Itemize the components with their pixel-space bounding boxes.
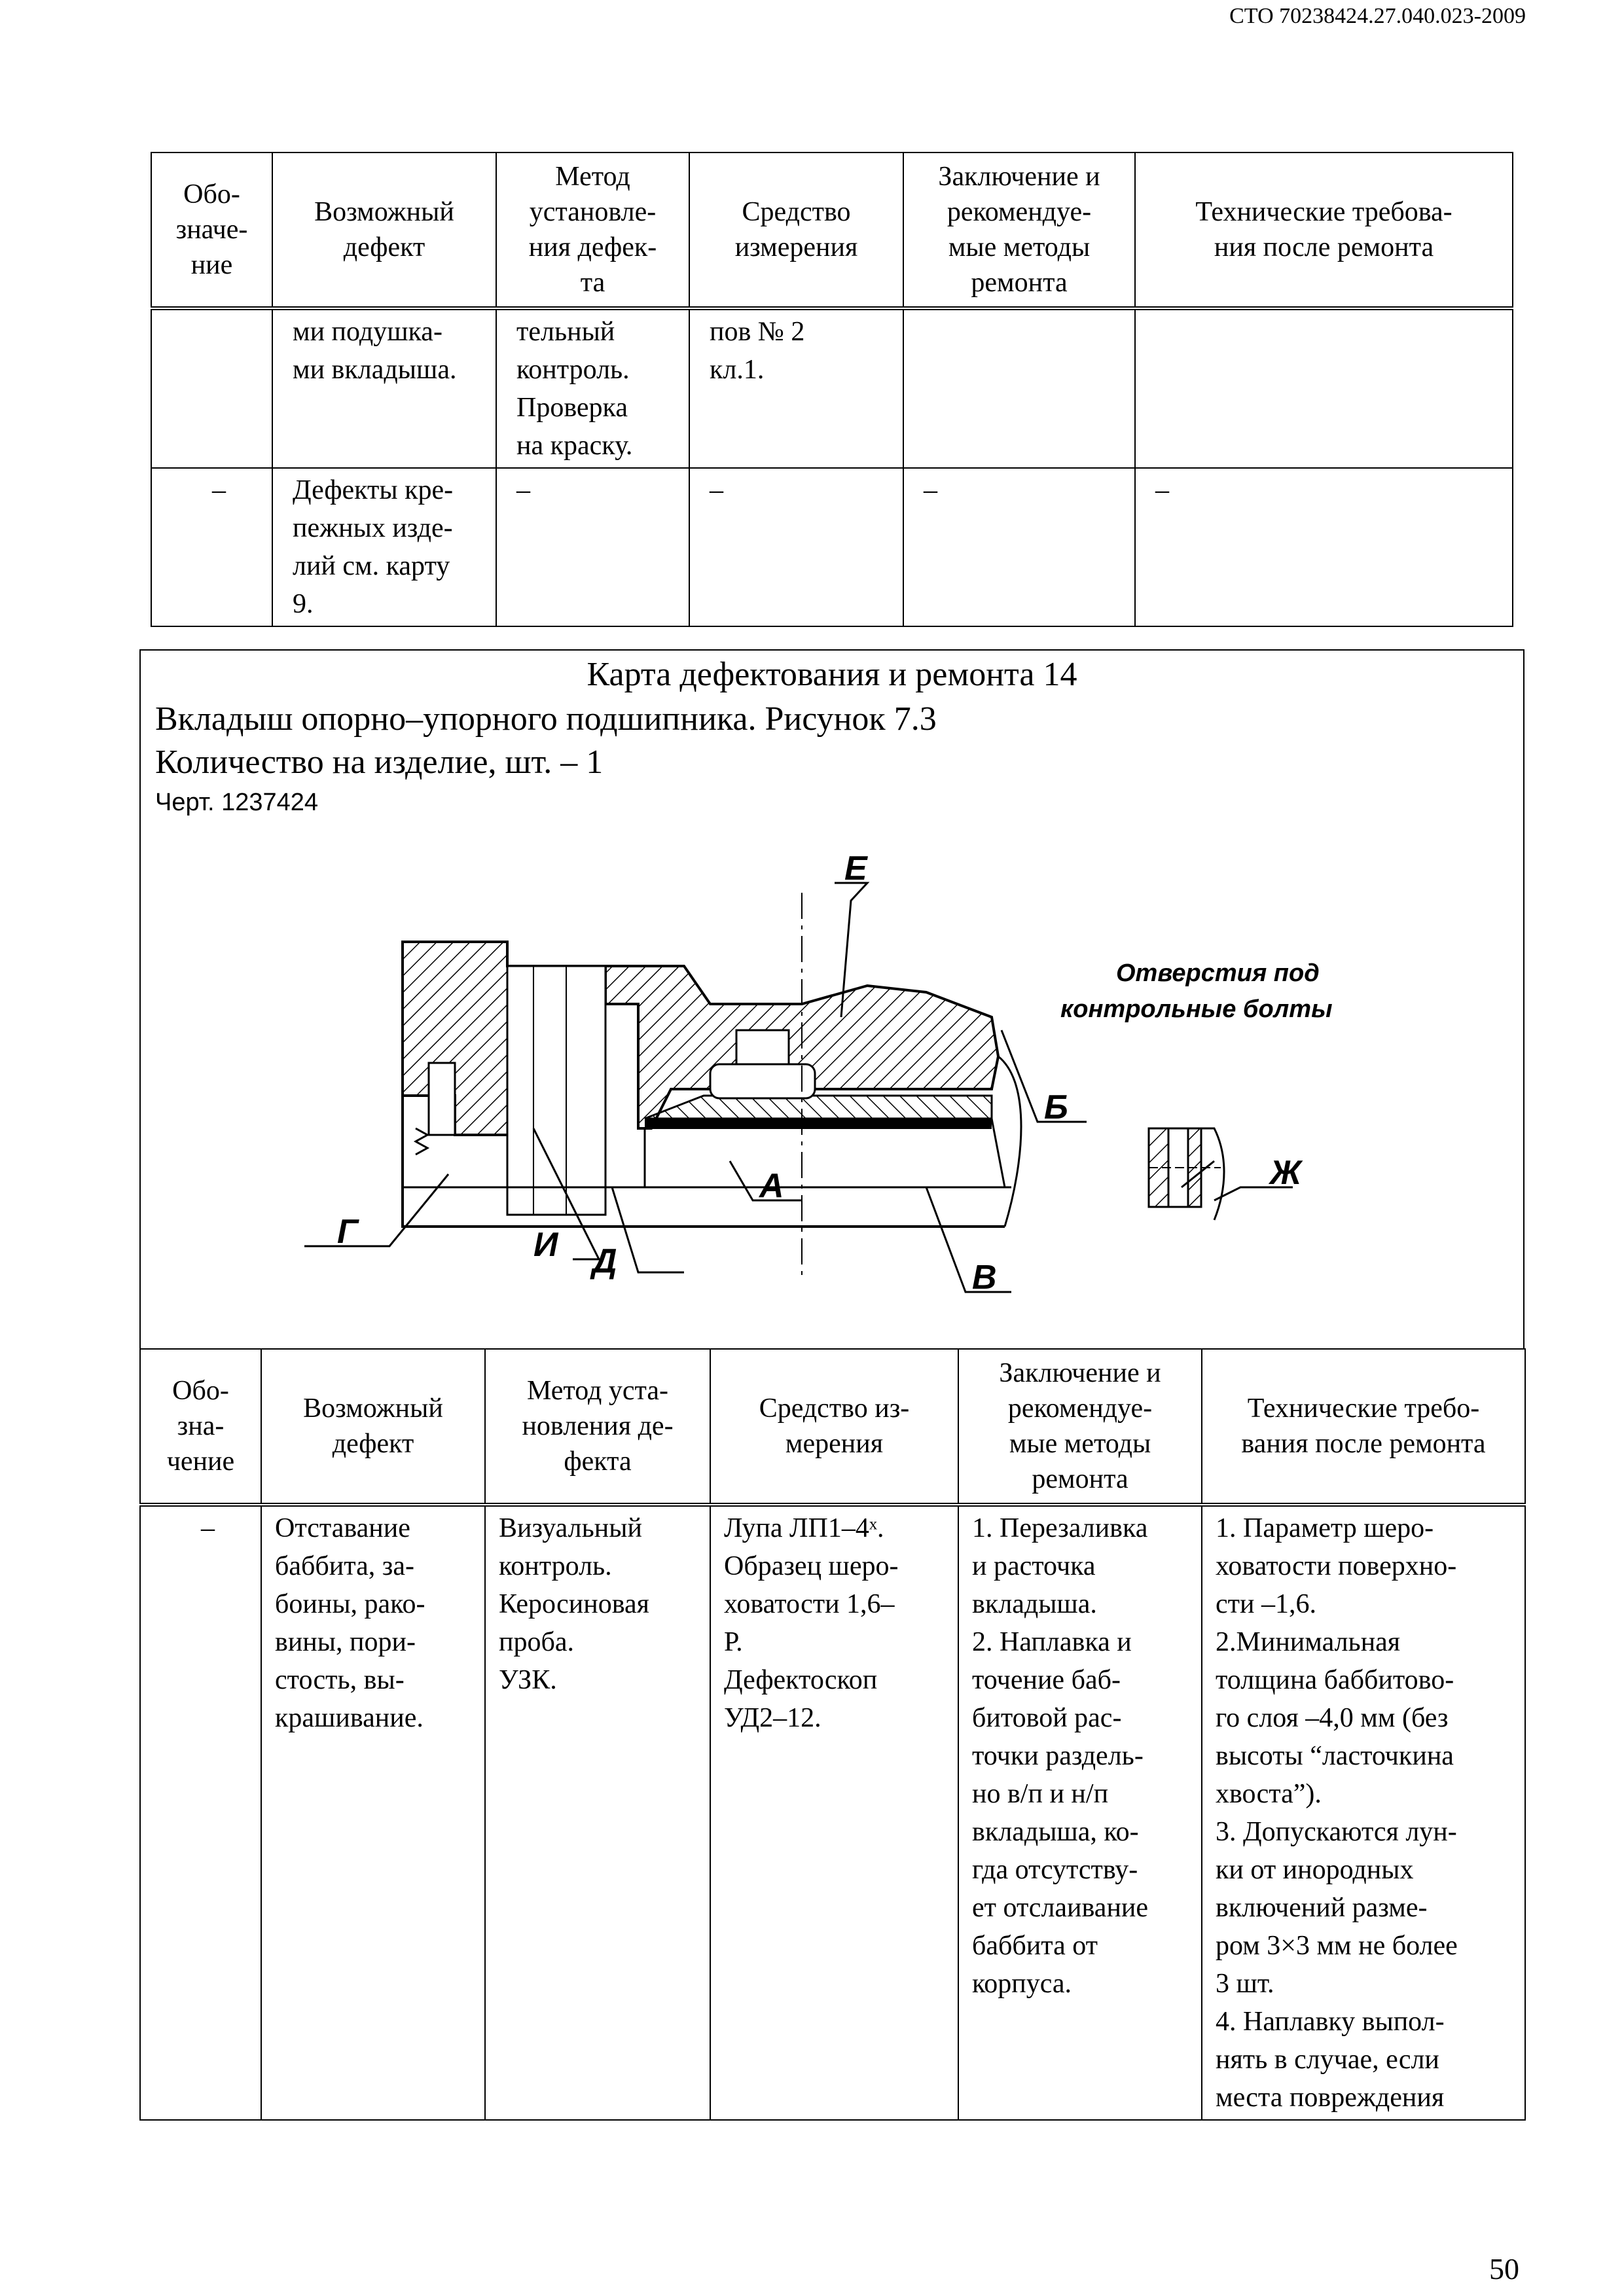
cell-line: и расточка [972,1551,1096,1581]
cell-line: 4. Наплавку выпол- [1216,2007,1445,2037]
cell-requirements [1202,1505,1525,2120]
cell-line: Метод [555,162,630,192]
cell-line: новления де- [522,1411,674,1441]
cell-line: УЗК. [499,1665,557,1695]
header-designation [140,1349,261,1505]
cell-line: корпуса. [972,1969,1072,1999]
cell-line: Средство [742,197,851,227]
cell-line: гда отсутству- [972,1855,1138,1885]
cell-line: ховатости 1,6– [724,1589,895,1619]
cell-line: Р. [724,1627,743,1657]
cell-line: – [924,475,937,505]
cell-line: высоты “ласточкина [1216,1741,1454,1771]
cell-conclusion [903,308,1135,468]
cell-line: Возможный [303,1393,443,1424]
cell-line: зна- [177,1411,225,1441]
table-row [140,1505,1525,2120]
cell-line: сти –1,6. [1216,1589,1316,1619]
cell-line: рекомендуе- [1007,1393,1153,1424]
cell-designation [140,1505,261,2120]
cell-line: ремонта [971,268,1068,298]
cell-line: нять в случае, если [1216,2045,1439,2075]
cell-line: 9. [293,589,314,619]
cell-line: Проверка [516,393,628,423]
cell-line: фекта [564,1446,632,1477]
cell-line: толщина баббитово- [1216,1665,1454,1695]
cell-line: мерения [785,1429,884,1459]
cell-line: Дефекты кре- [293,475,454,505]
cell-defect [272,468,496,626]
document-code: СТО 70238424.27.040.023-2009 [1229,4,1526,28]
cell-defect [261,1505,485,2120]
cell-line: установле- [529,197,657,227]
cell-line: на краску. [516,431,633,461]
table-row [151,468,1513,626]
cell-line: ремонта [1032,1464,1128,1494]
cell-line: та [580,268,605,298]
cell-line: контроль. [516,355,630,385]
cell-line: баббита, за- [275,1551,414,1581]
card-part-name: Вкладыш опорно–упорного подшипника. Рисунок 7.3 [155,700,937,738]
cell-line: битовой рас- [972,1703,1122,1733]
bearing-liner-drawing [141,821,1523,1344]
cell-method [496,468,689,626]
cell-line: проба. [499,1627,574,1657]
card-title: Карта дефектования и ремонта 14 [586,656,1077,693]
cell-line: значе- [175,215,248,245]
header-conclusion [958,1349,1202,1505]
cell-line: – [710,475,723,505]
cell-line: хвоста”). [1216,1779,1322,1809]
cell-line: Визуальный [499,1513,642,1543]
cell-line: Средство из- [759,1393,910,1424]
cell-line: кл.1. [710,355,765,385]
cell-line: 2. Наплавка и [972,1627,1132,1657]
defect-table [139,1348,1526,2121]
cell-line: вкладыша. [972,1589,1097,1619]
cell-line: Заключение и [999,1358,1161,1388]
cell-line: пов № 2 [710,317,805,347]
cell-line: – [1155,475,1169,505]
cell-line: Керосиновая [499,1589,649,1619]
note-bolt-holes-line2: контрольные болты [1060,996,1333,1023]
cell-conclusion [903,468,1135,626]
cell-line: Образец шеро- [724,1551,899,1581]
cell-line: боины, рако- [275,1589,425,1619]
cell-line: дефект [332,1429,414,1459]
label-d: Д [592,1242,617,1280]
cell-line: – [212,475,226,505]
cell-line: крашивание. [275,1703,424,1733]
cell-line: рекомендуе- [947,197,1092,227]
cell-line: баббита от [972,1931,1098,1961]
cell-instrument [710,1505,958,2120]
card-drawing-number: Черт. 1237424 [155,789,319,816]
cell-line: включений разме- [1216,1893,1428,1923]
cell-line: ние [190,250,233,280]
cell-line: го слоя –4,0 мм (без [1216,1703,1449,1733]
header-designation [151,152,272,308]
cell-method [496,308,689,468]
label-v: В [972,1259,997,1297]
cell-line: Обо- [183,179,240,209]
cell-line: ми подушка- [293,317,442,347]
cell-line: Обо- [172,1376,229,1406]
control-bolt-detail [1149,1128,1224,1220]
cell-line: контроль. [499,1551,612,1581]
cell-conclusion [958,1505,1202,2120]
cell-line: 2.Минимальная [1216,1627,1401,1657]
cell-line: ми вкладыша. [293,355,457,385]
cell-line: тельный [516,317,615,347]
cell-line: Технические требова- [1195,197,1453,227]
cell-line: Отставание [275,1513,410,1543]
header-instrument [689,152,903,308]
cell-designation [151,308,272,468]
cell-line: ром 3×3 мм не более [1216,1931,1458,1961]
cell-line: стость, вы- [275,1665,405,1695]
cell-line: ния после ремонта [1214,232,1434,262]
cell-line: Заключение и [938,162,1100,192]
cell-line: точение баб- [972,1665,1121,1695]
header-requirements [1135,152,1513,308]
cell-line: – [516,475,530,505]
cell-defect [272,308,496,468]
card-quantity: Количество на изделие, шт. – 1 [155,744,604,781]
cell-line: мые методы [1009,1429,1151,1459]
cell-line: вания после ремонта [1241,1429,1486,1459]
cell-line: ки от инородных [1216,1855,1414,1885]
header-conclusion [903,152,1135,308]
cell-requirements [1135,308,1513,468]
cell-line: 3 шт. [1216,1969,1274,1999]
cell-line: Технические требо- [1247,1393,1480,1424]
cell-line: 3. Допускаются лун- [1216,1817,1457,1847]
cell-line: Лупа ЛП1–4ˣ. [724,1513,884,1543]
cell-line: места повреждения [1216,2083,1445,2113]
note-bolt-holes-line1: Отверстия под [1116,960,1320,987]
label-b: Б [1044,1088,1068,1126]
header-requirements [1202,1349,1525,1505]
label-a: А [759,1167,784,1205]
cell-line: Дефектоскоп [724,1665,878,1695]
cell-designation [151,468,272,626]
header-method [496,152,689,308]
table-header-row [151,152,1513,308]
repair-card [139,649,1525,1348]
table-header-row [140,1349,1525,1505]
label-g: Г [337,1213,358,1251]
cell-line: мые методы [948,232,1091,262]
cell-line: пежных изде- [293,513,453,543]
header-method [485,1349,710,1505]
liner-section [403,893,1021,1279]
cell-line: 1. Параметр шеро- [1216,1513,1434,1543]
cell-instrument [689,468,903,626]
table-row [151,308,1513,468]
cell-line: измерения [734,232,858,262]
cell-line: лий см. карту [293,551,450,581]
header-instrument [710,1349,958,1505]
cell-line: ет отслаивание [972,1893,1149,1923]
cell-line: вкладыша, ко- [972,1817,1139,1847]
page-number: 50 [1489,2252,1519,2286]
cell-line: чение [166,1446,235,1477]
cell-line: Метод уста- [526,1376,669,1406]
label-zh: Ж [1270,1154,1302,1192]
cell-method [485,1505,710,2120]
cell-line: Возможный [314,197,454,227]
cell-line: но в/п и н/п [972,1779,1109,1809]
cell-line: – [201,1513,215,1543]
cell-instrument [689,308,903,468]
cell-requirements [1135,468,1513,626]
cell-line: 1. Перезаливка [972,1513,1148,1543]
cell-line: ховатости поверхно- [1216,1551,1457,1581]
cell-line: дефект [343,232,425,262]
cell-line: вины, пори- [275,1627,416,1657]
label-i: И [533,1226,558,1264]
header-defect [272,152,496,308]
cell-line: точки раздель- [972,1741,1144,1771]
cell-line: УД2–12. [724,1703,821,1733]
header-defect [261,1349,485,1505]
defect-table-continued [151,152,1513,627]
cell-line: ния дефек- [528,232,657,262]
label-e: Е [844,850,867,888]
